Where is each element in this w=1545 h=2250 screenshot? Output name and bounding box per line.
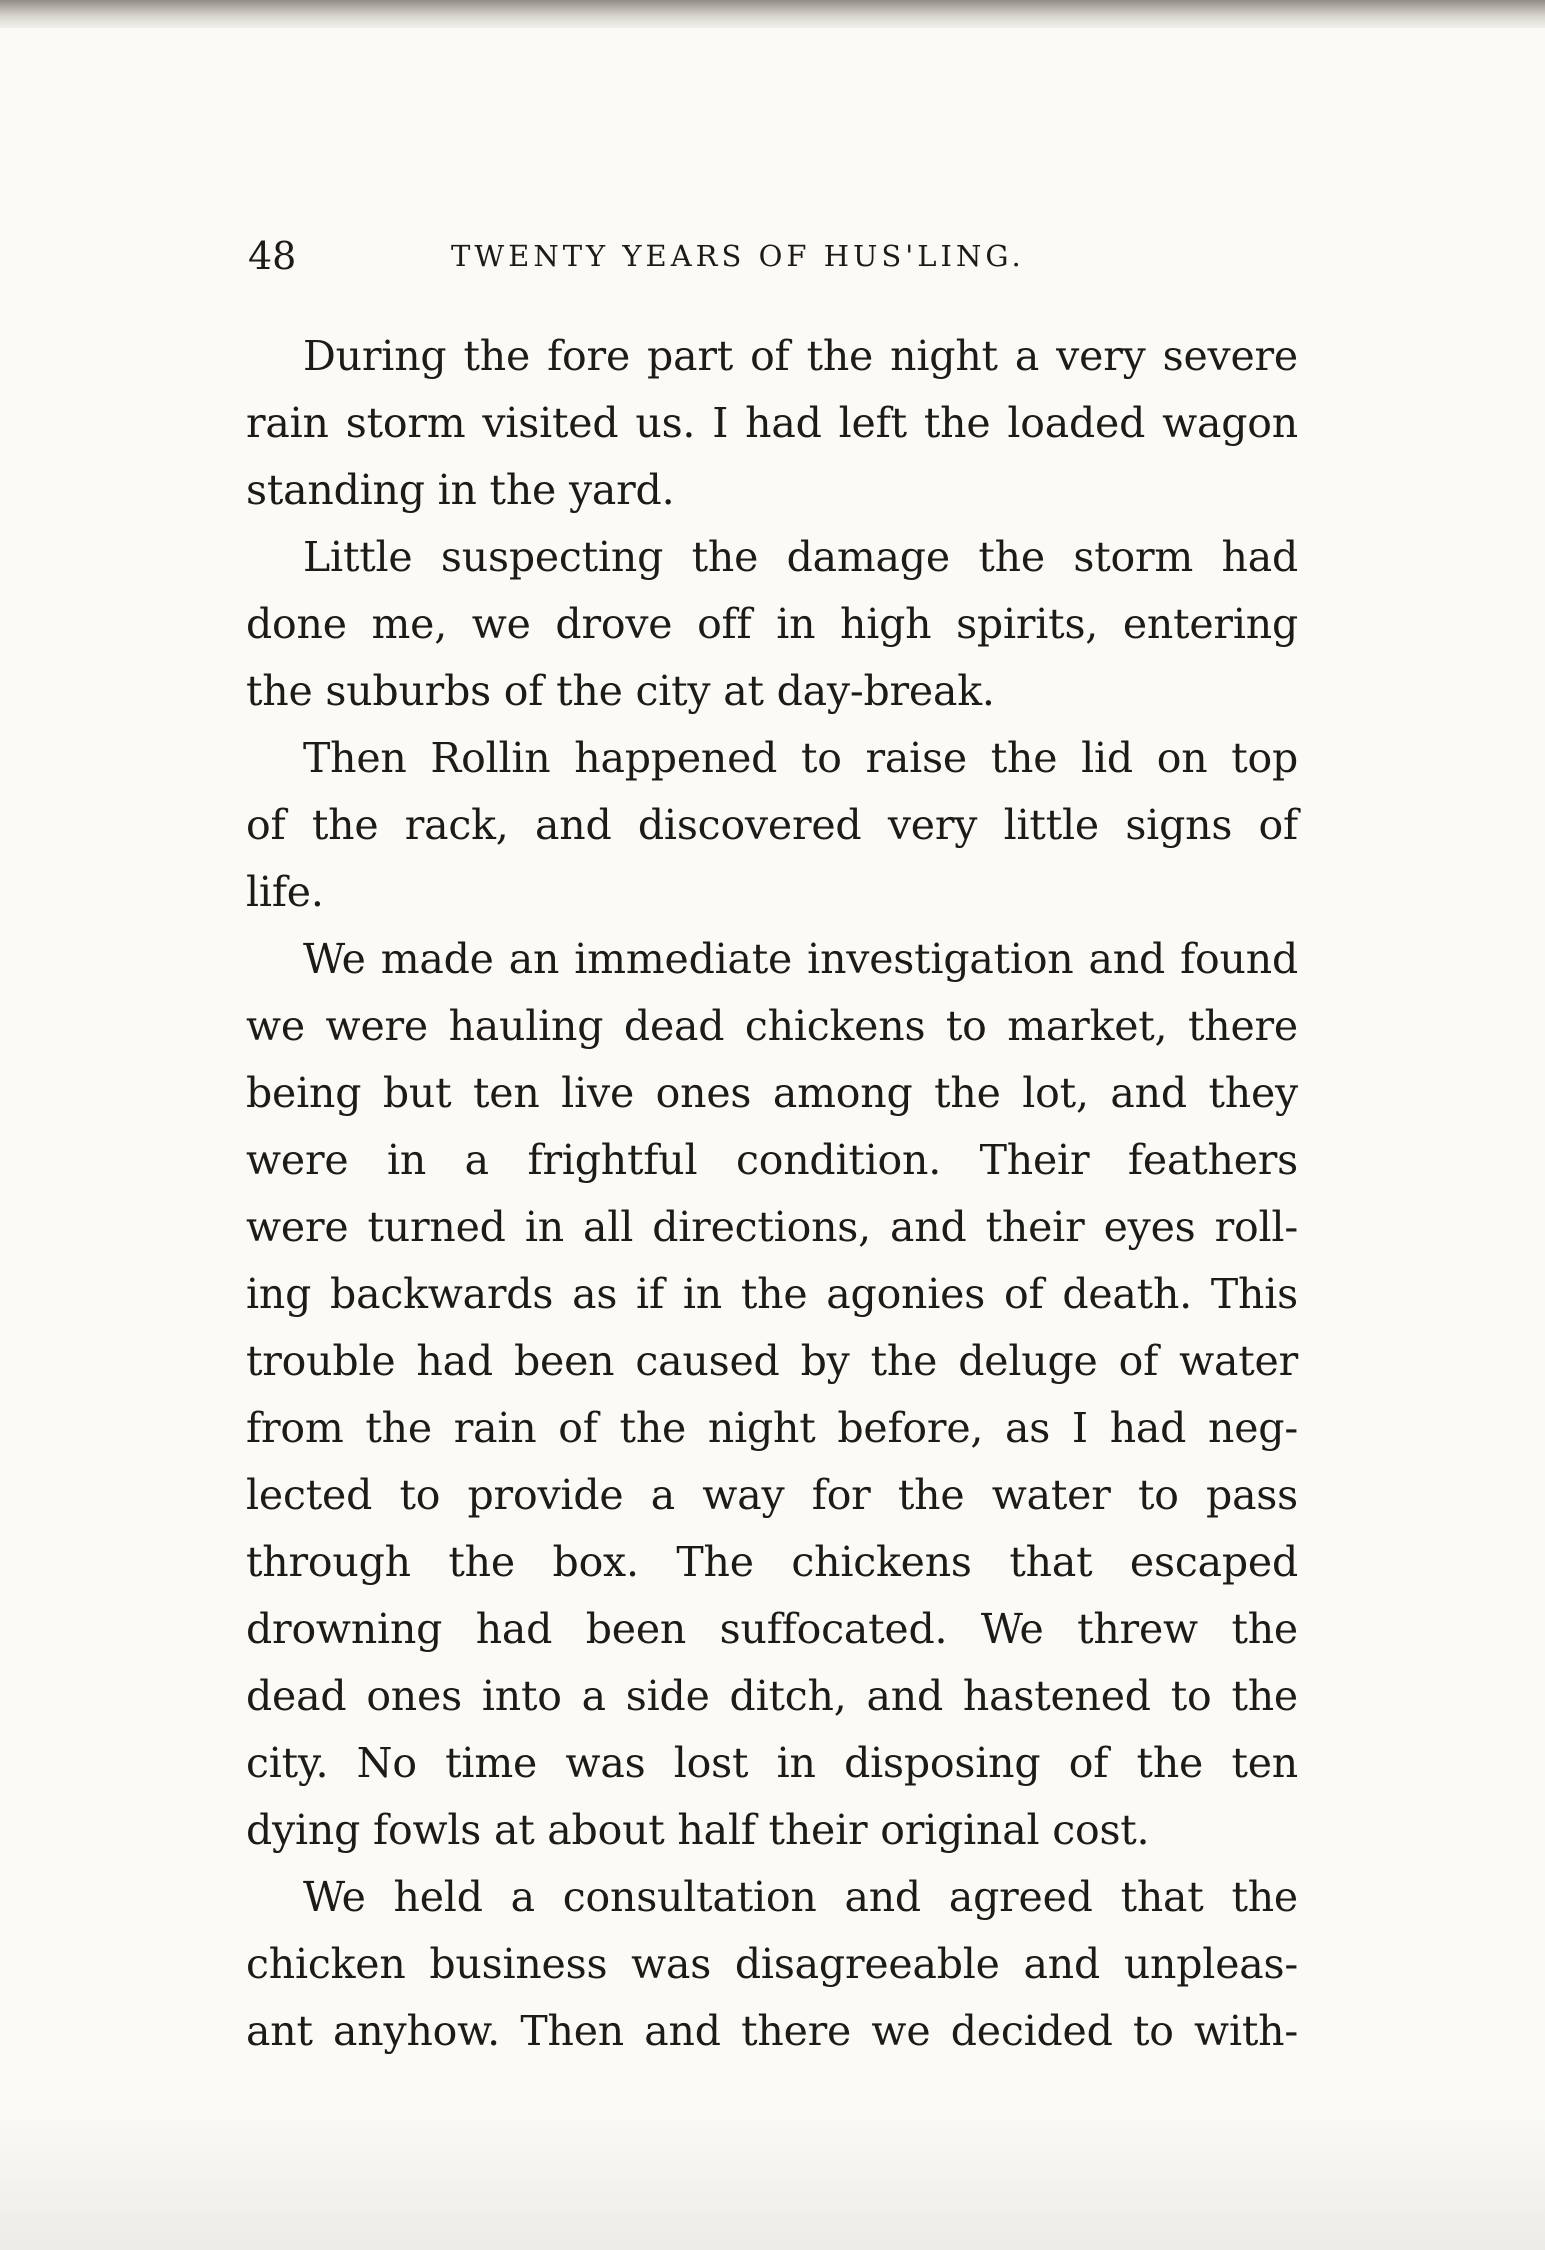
text-line: were turned in all directions, and their eyes roll- (246, 1203, 1298, 1251)
text-line: lected to provide a way for the water to pass (246, 1471, 1298, 1519)
text-line: from the rain of the night before, as I had neg- (246, 1404, 1298, 1452)
text-line: dead ones into a side ditch, and hastened to the (246, 1672, 1298, 1720)
scan-bottom-shade (0, 2110, 1545, 2250)
body-text (246, 323, 1298, 2065)
text-line: we were hauling dead chickens to market, there (246, 1002, 1298, 1050)
scan-top-edge (0, 0, 1545, 28)
text-line: ing backwards as if in the agonies of death. This (246, 1270, 1298, 1318)
text-line: being but ten live ones among the lot, and they (246, 1069, 1298, 1117)
text-line: rain storm visited us. I had left the loaded wagon (246, 399, 1298, 447)
text-line: drowning had been suffocated. We threw the (246, 1605, 1298, 1653)
text-line: the suburbs of the city at day-break. (246, 667, 995, 715)
text-line: ant anyhow. Then and there we decided to with- (246, 2007, 1298, 2055)
text-line: standing in the yard. (246, 466, 675, 514)
text-line: Little suspecting the damage the storm had (303, 533, 1298, 581)
text-line: chicken business was disagreeable and unpleas- (246, 1940, 1298, 1988)
text-line: We made an immediate investigation and found (303, 935, 1298, 983)
text-line: During the fore part of the night a very severe (303, 332, 1298, 380)
text-line: Then Rollin happened to raise the lid on top (303, 734, 1298, 782)
text-line: through the box. The chickens that escaped (246, 1538, 1298, 1586)
running-title: TWENTY YEARS OF HUS'LING. (451, 239, 1025, 273)
text-line: life. (246, 868, 324, 916)
page-header (248, 226, 1298, 286)
text-line: were in a frightful condition. Their feathers (246, 1136, 1298, 1184)
text-line: city. No time was lost in disposing of the ten (246, 1739, 1298, 1787)
text-line: trouble had been caused by the deluge of water (246, 1337, 1298, 1385)
text-line: done me, we drove off in high spirits, entering (246, 600, 1298, 648)
text-line: We held a consultation and agreed that the (303, 1873, 1298, 1921)
page-number: 48 (248, 234, 297, 278)
text-line: dying fowls at about half their original cost. (246, 1806, 1150, 1854)
text-line: of the rack, and discovered very little signs of (246, 801, 1298, 849)
